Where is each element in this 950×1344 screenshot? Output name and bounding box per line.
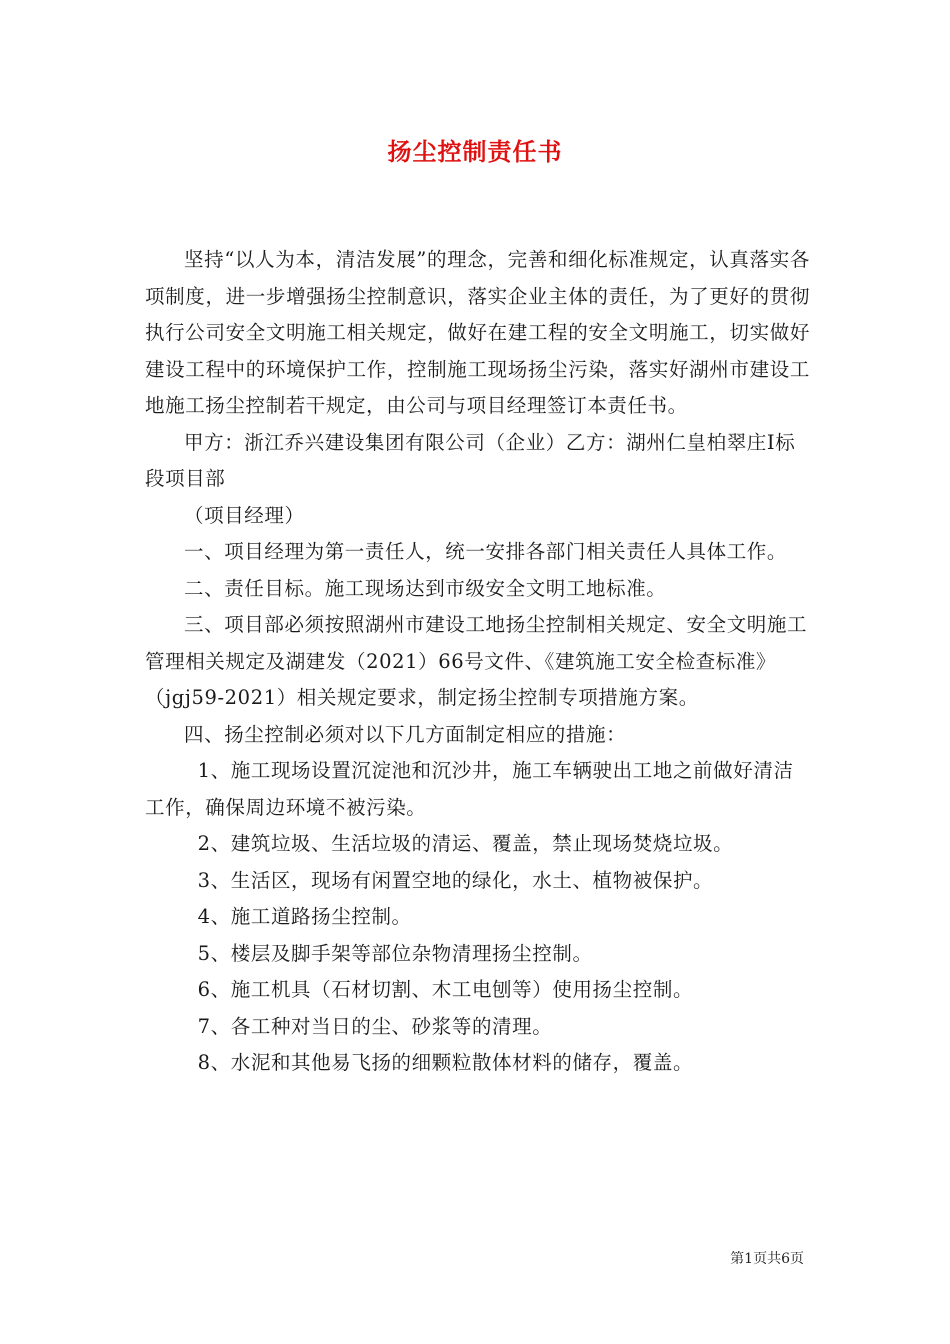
document-title: 扬尘控制责任书: [387, 137, 563, 166]
measure-5: 5、楼层及脚手架等部位杂物清理扬尘控制。: [197, 941, 593, 965]
document-body: [145, 242, 810, 1082]
measure-8: 8、水泥和其他易飞扬的细颗粒散体材料的储存，覆盖。: [197, 1051, 694, 1074]
intro-paragraph: 坚持“以人为本，清洁发展”的理念，完善和细化标准规定，认真落实各项制度，进一步增强扬尘控制意识，落实企业主体的责任，为了更好的贯彻执行公司安全文明施工相关规定，做好在建工程的安全文明施工，切实做好建设工程中的环境保护工作，控制施工现场扬尘污染，落实好湖州市建设工地施工扬尘控制若干规定，由公司与项目经理签订本责任书。: [145, 248, 810, 417]
measure-1: 1、施工现场设置沉淀池和沉沙井，施工车辆驶出工地之前做好清洁工作，确保周边环境不被污染。: [145, 759, 794, 819]
party-note: （项目经理）: [184, 503, 305, 527]
measure-7: 7、各工种对当日的尘、砂浆等的清理。: [197, 1014, 553, 1038]
party-line: 甲方：浙江乔兴建设集团有限公司（企业）乙方：湖州仁皇柏翠庄Ⅰ标段项目部: [145, 430, 796, 490]
clause-4: 四、扬尘控制必须对以下几方面制定相应的措施：: [184, 722, 627, 746]
measure-2: 2、建筑垃圾、生活垃圾的清运、覆盖，禁止现场焚烧垃圾。: [197, 832, 734, 855]
page-number: 第1页共6页: [730, 1251, 804, 1267]
clause-2: 二、责任目标。施工现场达到市级安全文明工地标准。: [184, 576, 667, 600]
clause-1: 一、项目经理为第一责任人，统一安排各部门相关责任人具体工作。: [184, 540, 788, 563]
measure-4: 4、施工道路扬尘控制。: [197, 905, 412, 928]
clause-3: 三、项目部必须按照湖州市建设工地扬尘控制相关规定、安全文明施工管理相关规定及湖建发（2021）66号文件、《建筑施工安全检查标准》（jgj59-2021）相关规定要求，制定扬尘控制专项措施方案。: [145, 613, 808, 709]
measure-6: 6、施工机具（石材切割、木工电刨等）使用扬尘控制。: [197, 978, 694, 1001]
measure-3: 3、生活区，现场有闲置空地的绿化，水土、植物被保护。: [197, 868, 714, 892]
